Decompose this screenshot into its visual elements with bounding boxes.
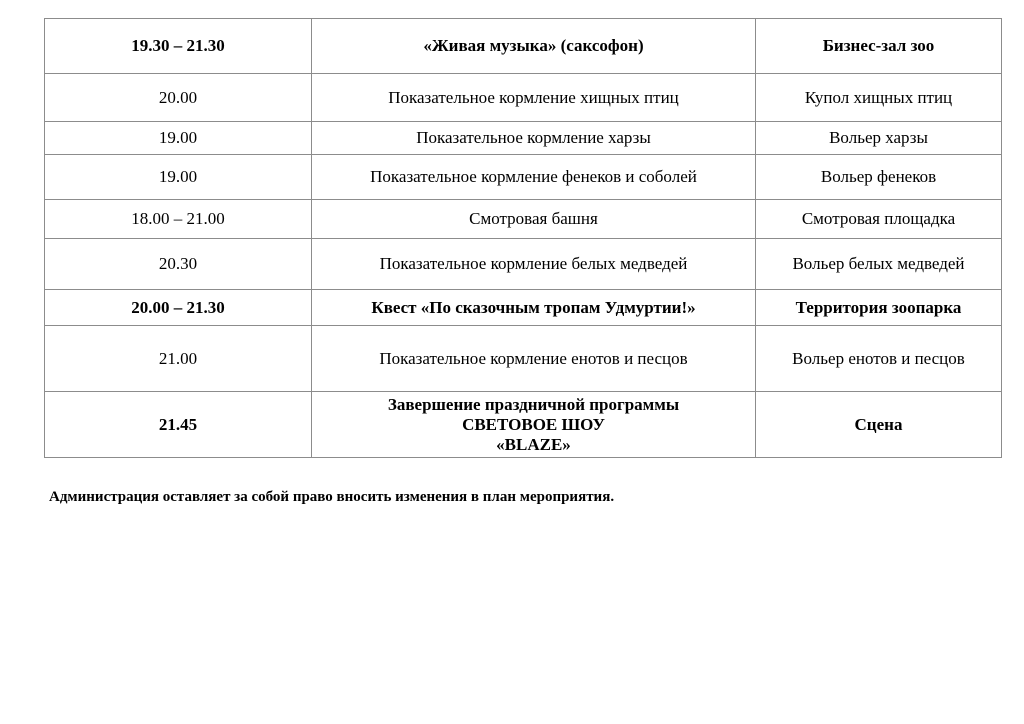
table-row xyxy=(45,122,1002,155)
table-row xyxy=(45,74,1002,122)
event-cell xyxy=(312,392,756,458)
schedule-table xyxy=(44,18,1002,458)
time-cell: 19.00 xyxy=(45,155,312,200)
place-cell: Вольер белых медведей xyxy=(756,239,1002,290)
time-cell: 21.00 xyxy=(45,326,312,392)
event-cell: Показательное кормление белых медведей xyxy=(312,239,756,290)
time-cell: 18.00 – 21.00 xyxy=(45,200,312,239)
time-cell: 21.45 xyxy=(45,392,312,458)
event-line: Завершение праздничной программы xyxy=(387,394,680,414)
time-cell: 20.00 – 21.30 xyxy=(45,290,312,326)
event-line: «BLAZE» xyxy=(496,434,571,454)
time-cell: 19.30 – 21.30 xyxy=(45,19,312,74)
event-line: СВЕТОВОЕ ШОУ xyxy=(462,414,605,434)
time-cell: 20.00 xyxy=(45,74,312,122)
table-row xyxy=(45,19,1002,74)
table-row xyxy=(45,392,1002,458)
table-row xyxy=(45,239,1002,290)
event-cell: Смотровая башня xyxy=(312,200,756,239)
place-cell: Купол хищных птиц xyxy=(756,74,1002,122)
event-cell: Показательное кормление хищных птиц xyxy=(312,74,756,122)
place-cell: Вольер фенеков xyxy=(756,155,1002,200)
table-row xyxy=(45,200,1002,239)
event-cell: Показательное кормление енотов и песцов xyxy=(312,326,756,392)
event-cell: Квест «По сказочным тропам Удмуртии!» xyxy=(312,290,756,326)
place-cell: Сцена xyxy=(756,392,1002,458)
table-row xyxy=(45,326,1002,392)
time-cell: 19.00 xyxy=(45,122,312,155)
place-cell: Территория зоопарка xyxy=(756,290,1002,326)
event-cell: Показательное кормление харзы xyxy=(312,122,756,155)
place-cell: Бизнес-зал зоо xyxy=(756,19,1002,74)
footnote: Администрация оставляет за собой право вносить изменения в план мероприятия. xyxy=(49,489,615,505)
event-cell: Показательное кормление фенеков и соболей xyxy=(312,155,756,200)
time-cell: 20.30 xyxy=(45,239,312,290)
table-row xyxy=(45,290,1002,326)
event-cell: «Живая музыка» (саксофон) xyxy=(312,19,756,74)
table-row xyxy=(45,155,1002,200)
place-cell: Смотровая площадка xyxy=(756,200,1002,239)
place-cell: Вольер харзы xyxy=(756,122,1002,155)
place-cell: Вольер енотов и песцов xyxy=(756,326,1002,392)
